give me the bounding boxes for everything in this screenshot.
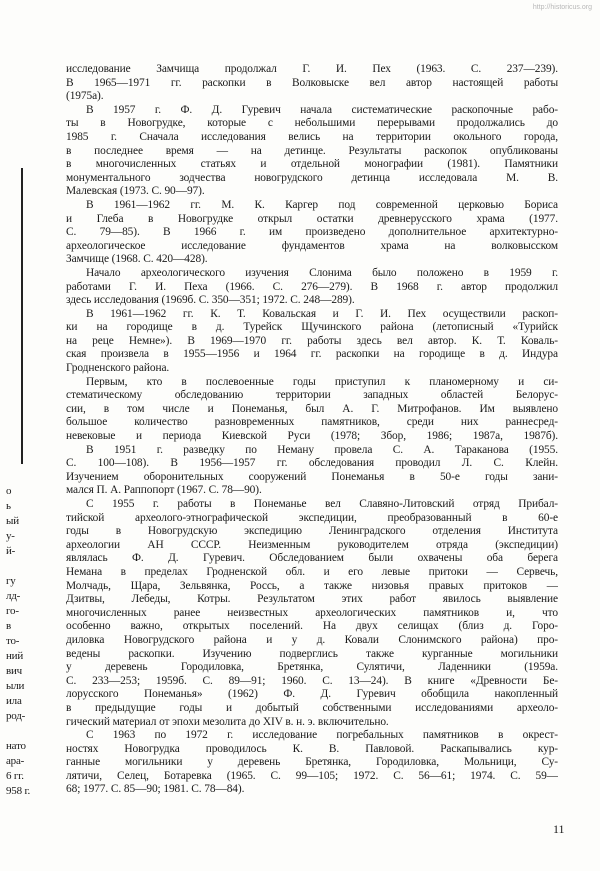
text-line: С 1963 по 1972 г. исследование погребальных памятников в окрест- [86, 729, 558, 742]
text-line: годы в Новогрудскую экспедицию Ленинградского отделения Института [66, 525, 558, 538]
margin-fragment: лд- [6, 590, 21, 602]
text-line: в последнее время — на детинце. Результаты раскопок опубликованы [66, 144, 558, 157]
margin-fragment: нато [6, 740, 26, 752]
text-line: Замчище (1968. С. 420—428). [66, 253, 208, 266]
margin-fragment: о [6, 485, 12, 497]
margin-fragment: 6 гг. [6, 770, 24, 782]
text-line: Молчадь, Щара, Зельвянка, Россь, а также низовья правых притоков — [66, 579, 558, 592]
text-line: ская произвела в 1955—1956 и 1964 гг. раскопки на городище в д. Индура [66, 348, 558, 361]
source-watermark: http://historicus.org [532, 4, 592, 11]
adjacent-page-fragments [6, 484, 30, 799]
margin-fragment: ый [6, 515, 19, 527]
margin-fragment: ыли [6, 680, 25, 692]
text-line: лорусского Понеманья» (1962) Ф. Д. Гуревич обобщила накопленный [66, 688, 558, 701]
text-line: В 1965—1971 гг. раскопки в Волковыске вел автор настоящей работы [66, 76, 558, 89]
margin-fragment: род- [6, 710, 26, 722]
margin-fragment: й- [6, 545, 16, 557]
margin-fragment: у- [6, 530, 15, 542]
text-line: археологии АН СССР. Неизменным руководителем отряда (экспедиции) [66, 538, 558, 551]
text-line: В 1961—1962 гг. К. Т. Ковальская и Г. И. Пех осуществили раскоп- [86, 307, 558, 320]
text-line: невековые и периода Киевской Руси (1978; Збор, 1986; 1987а, 1987б). [66, 430, 558, 443]
text-line: особенно важно, открытых поселений. На двух селищах (близ д. Горо- [66, 620, 558, 633]
text-line: сии, в том числе и Понеманья, был А. Г. Митрофанов. Им выявлено [66, 402, 558, 415]
text-line: тийской археолого-этнографической экспедиции, преобразованный в 60-е [66, 511, 558, 524]
text-line: лятичи, Селец, Ботаревка (1965. С. 99—105; 1972. С. 56—61; 1974. С. 59— [66, 769, 558, 782]
text-line: на реце Немне»). В 1969—1970 гг. работы здесь вел автор. К. Т. Коваль- [66, 334, 558, 347]
text-line: мался П. А. Раппопорт (1967. С. 78—90). [66, 484, 262, 497]
margin-fragment: го- [6, 605, 19, 617]
text-line: ведены раскопки. Изучению подверглись также курганные могильники [66, 647, 558, 660]
text-line: в предыдущие годы и добытый собственными исследованиями археоло- [66, 701, 558, 714]
text-line: Дзитвы, Лебеды, Котры. Результатом этих работ явилось выявление [66, 593, 558, 606]
text-line: ганные могильники у деревень Бретянка, Городиловка, Мольници, Су- [66, 756, 558, 769]
margin-fragment: гу [6, 575, 16, 587]
margin-fragment: ь [6, 500, 11, 512]
left-margin-gutter [0, 0, 40, 871]
text-line: (1975а). [66, 90, 104, 103]
margin-rule [21, 168, 23, 464]
text-line: 68; 1977. С. 85—90; 1981. С. 78—84). [66, 783, 245, 796]
text-line: стематическому обследованию территории западных областей Белорус- [66, 389, 558, 402]
text-line: В 1951 г. разведку по Неману провела С. А. Тараканова (1955. [86, 443, 558, 456]
text-line: В 1961—1962 гг. М. К. Каргер под современной церковью Бориса [86, 198, 558, 211]
text-line: С. 233—253; 1959б. С. 89—91; 1960. С. 13—24). В книге «Древности Бе- [66, 674, 558, 687]
text-line: в многочисленных статьях и отдельной монографии (1981). Памятники [66, 158, 558, 171]
text-line: С 1955 г. работы в Понеманье вел Славяно-Литовский отряд Прибал- [86, 498, 558, 510]
text-line: здесь исследования (1969б. С. 350—351; 1972. С. 248—289). [66, 294, 355, 307]
page-number: 11 [553, 822, 565, 836]
text-line: ностях Новогрудка проводилось К. В. Павловой. Раскапывались кур- [66, 742, 558, 755]
margin-fragment: 958 г. [6, 785, 31, 797]
margin-fragment: ила [6, 695, 22, 707]
text-line: ты в Новогрудке, которые с небольшими перерывами продолжались до [66, 117, 558, 130]
text-line: многочисленных ранее неизвестных археологических памятников и, что [66, 606, 558, 619]
text-line: гический материал от эпохи мезолита до XIV в. н. э. включительно. [66, 715, 389, 728]
text-line: археологическое исследование фундаментов храма на волковысском [66, 239, 558, 252]
margin-fragment: ний [6, 650, 24, 662]
text-line: В 1957 г. Ф. Д. Гуревич начала систематические раскопочные рабо- [86, 103, 558, 116]
text-line: ки на городище в д. Турейск Щучинского района (летописный «Турийск [66, 321, 558, 334]
text-line: 1985 г. Сначала исследования велись на территории окольного города, [66, 130, 558, 143]
text-line: исследование Замчища продолжал Г. И. Пех (1963. С. 237—239). [66, 63, 558, 75]
text-line: С. 100—108). В 1956—1957 гг. обследования проводил Л. С. Клейн. [66, 457, 558, 470]
text-line: Гродненского района. [66, 362, 170, 375]
text-line: и Глеба в Новогрудке открыл остатки древнерусского храма (1977. [66, 212, 558, 225]
margin-fragment: вич [6, 665, 23, 677]
margin-fragment: в [6, 620, 11, 632]
text-line: Изучением оборонительных сооружений Понеманья в 50-е годы зани- [66, 470, 558, 483]
text-line: работами Г. И. Пеха (1966. С. 276—279). В 1968 г. автор продолжил [66, 280, 558, 293]
main-text-body [66, 63, 558, 797]
margin-fragment: ара- [6, 755, 25, 767]
margin-fragment: то- [6, 635, 20, 647]
text-line: монументального зодчества новогрудского детинца исследовала М. В. [66, 171, 558, 184]
margin-fragment [6, 559, 30, 574]
text-line: С. 79—85). В 1966 г. им произведено дополнительное архитектурно- [66, 226, 558, 239]
margin-fragment [6, 724, 30, 739]
text-line: Начало археологического изучения Слонима было положено в 1959 г. [86, 266, 558, 279]
text-line: Немана в пределах Гродненской обл. и его левые притоки — Сервечь, [66, 565, 558, 578]
text-line: дилoвка Новогрудского района и у д. Ковали Слонимского района) про- [66, 633, 558, 646]
text-line: Малевская (1973. С. 90—97). [66, 185, 205, 198]
text-line: у деревень Городиловка, Бретянка, Сулятичи, Ладенники (1959а. [66, 661, 558, 674]
text-line: Первым, кто в послевоенные годы приступил к планомерному и си- [86, 375, 558, 388]
text-line: являлась Ф. Д. Гуревич. Обследованием были охвачены оба берега [66, 552, 558, 565]
text-line: большое количество разновременных памятников, среди них раннесред- [66, 416, 558, 429]
